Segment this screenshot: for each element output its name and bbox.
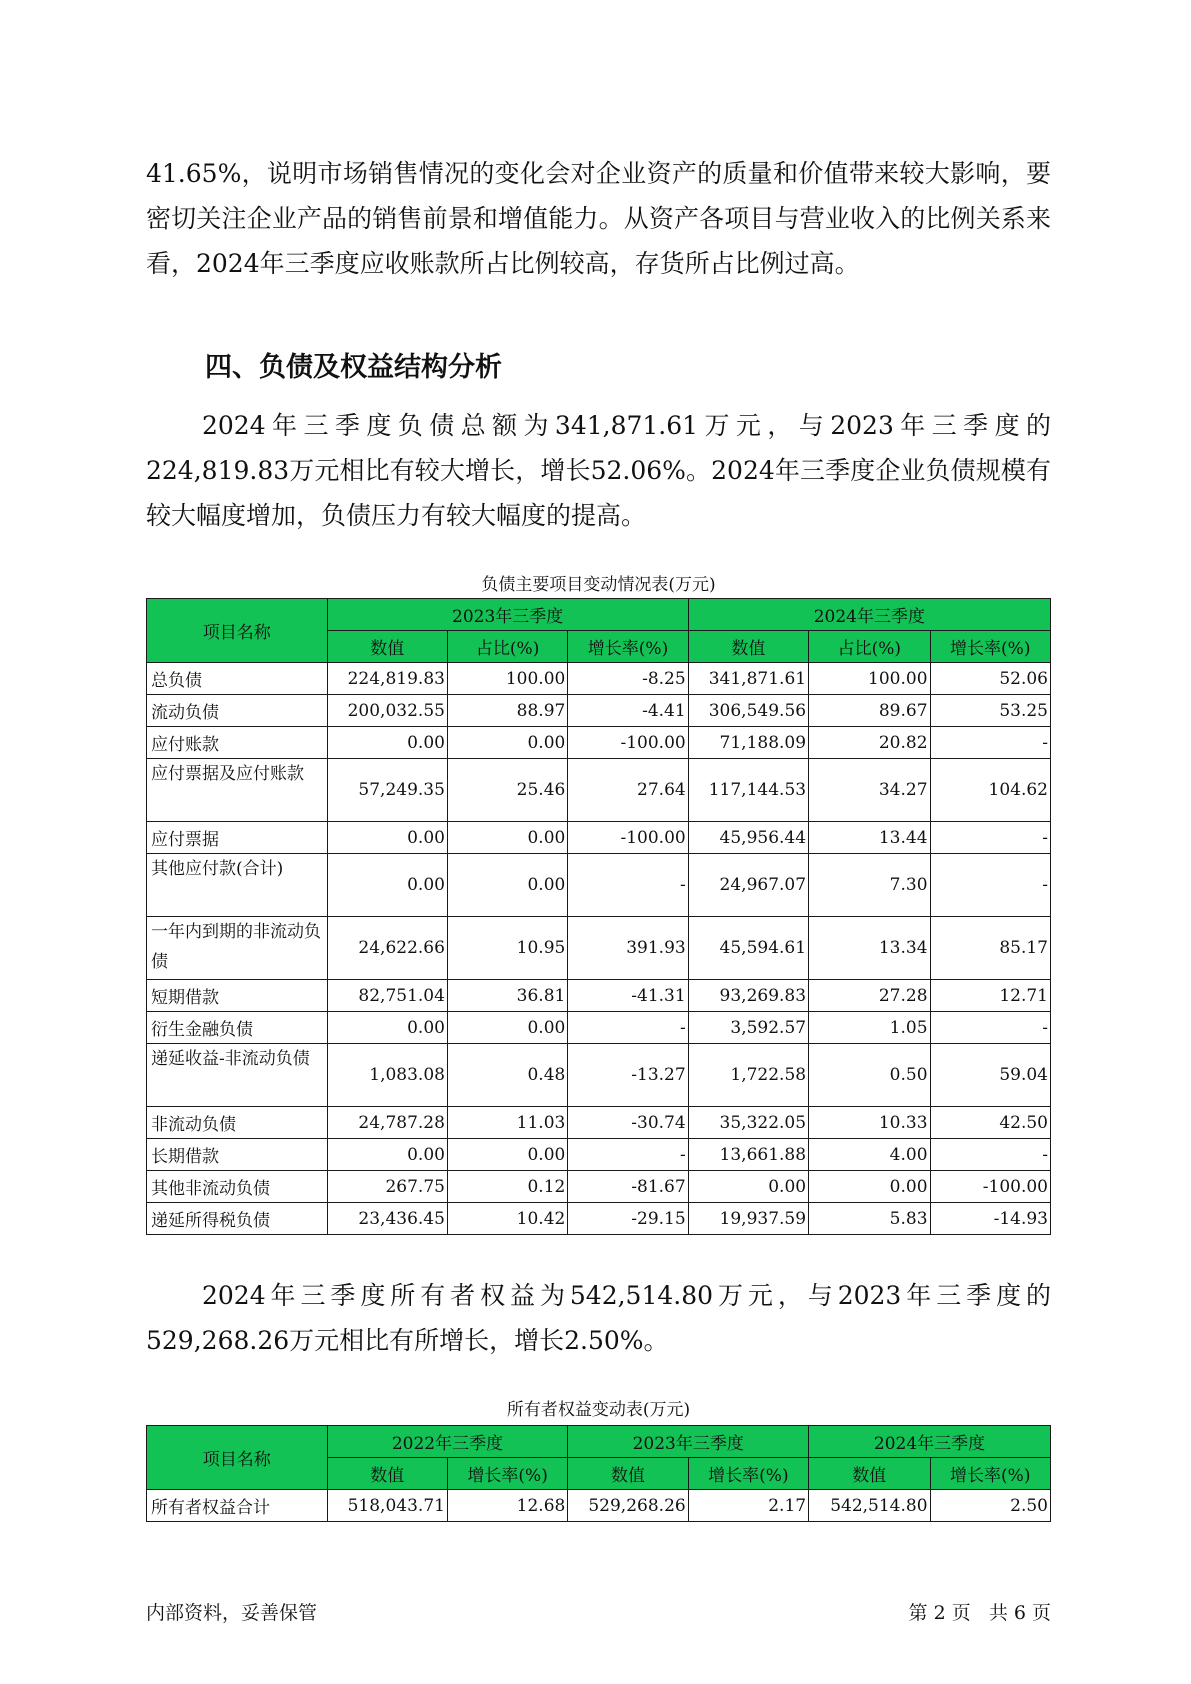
cell-share: 0.00: [447, 822, 567, 854]
paragraph-assets-conclusion: 41.65%，说明市场销售情况的变化会对企业资产的质量和价值带来较大影响，要密切关注企业产品的销售前景和增值能力。从资产各项目与营业收入的比例关系来看，2024年三季度应收账款所占比例较高，存货所占比例过高。: [146, 159, 1051, 278]
row-item-name: 非流动负债: [147, 1107, 328, 1139]
row-item-name: 应付账款: [147, 727, 328, 759]
cell-value: 0.00: [327, 1012, 447, 1044]
cell-share: 25.46: [447, 759, 567, 822]
cell-growth: -: [930, 822, 1050, 854]
cell-value: 267.75: [327, 1171, 447, 1203]
header-period-2024: 2024年三季度: [809, 1426, 1051, 1458]
cell-value: 0.00: [327, 727, 447, 759]
cell-value: 341,871.61: [688, 663, 808, 695]
cell-growth: 2.50: [930, 1490, 1050, 1522]
cell-growth: -14.93: [930, 1203, 1050, 1235]
cell-share: 10.95: [447, 917, 567, 980]
row-item-name: 应付票据及应付账款: [147, 759, 328, 822]
section-heading: 四、负债及权益结构分析: [205, 352, 502, 383]
row-item-name: 其他非流动负债: [147, 1171, 328, 1203]
table-row: [147, 695, 1051, 727]
cell-share: 11.03: [447, 1107, 567, 1139]
cell-value: 24,622.66: [327, 917, 447, 980]
row-item-name: 流动负债: [147, 695, 328, 727]
cell-value: 529,268.26: [568, 1490, 688, 1522]
cell-value: 57,249.35: [327, 759, 447, 822]
cell-value: 45,594.61: [688, 917, 808, 980]
cell-growth: 2.17: [688, 1490, 808, 1522]
table-row: [147, 1012, 1051, 1044]
cell-share: 0.00: [447, 1012, 567, 1044]
row-item-name: 一年内到期的非流动负债: [147, 917, 328, 980]
cell-value: 306,549.56: [688, 695, 808, 727]
cell-growth: -4.41: [568, 695, 688, 727]
table-row: [147, 663, 1051, 695]
header-period-2023: 2023年三季度: [327, 599, 688, 631]
table-row: [147, 759, 1051, 822]
row-item-name: 短期借款: [147, 980, 328, 1012]
cell-share: 0.00: [447, 727, 567, 759]
cell-growth: 52.06: [930, 663, 1050, 695]
cell-share: 1.05: [809, 1012, 930, 1044]
table-row: [147, 854, 1051, 917]
cell-growth: 85.17: [930, 917, 1050, 980]
subheader-growth: 增长率(%): [930, 1458, 1050, 1490]
liabilities-table: [146, 598, 1051, 1235]
cell-value: 117,144.53: [688, 759, 808, 822]
cell-value: 23,436.45: [327, 1203, 447, 1235]
cell-value: 0.00: [327, 1139, 447, 1171]
row-item-name: 总负债: [147, 663, 328, 695]
cell-growth: -: [930, 854, 1050, 917]
cell-growth: -100.00: [568, 727, 688, 759]
subheader-growth: 增长率(%): [568, 631, 688, 663]
cell-growth: -100.00: [568, 822, 688, 854]
table-caption-equity: 所有者权益变动表(万元): [506, 1400, 691, 1420]
cell-share: 0.00: [447, 1139, 567, 1171]
cell-value: 518,043.71: [327, 1490, 447, 1522]
paragraph-liabilities-summary: 2024年三季度负债总额为341,871.61万元，与2023年三季度的224,819.83万元相比有较大增长，增长52.06%。2024年三季度企业负债规模有较大幅度增加，负债压力有较大幅度的提高。: [146, 411, 1051, 530]
cell-growth: -41.31: [568, 980, 688, 1012]
row-item-name: 衍生金融负债: [147, 1012, 328, 1044]
cell-share: 7.30: [809, 854, 930, 917]
cell-share: 20.82: [809, 727, 930, 759]
cell-value: 19,937.59: [688, 1203, 808, 1235]
header-item-name: 项目名称: [147, 599, 328, 663]
cell-value: 93,269.83: [688, 980, 808, 1012]
cell-growth: -100.00: [930, 1171, 1050, 1203]
table-row: [147, 1044, 1051, 1107]
subheader-value: 数值: [327, 1458, 447, 1490]
table-row: [147, 822, 1051, 854]
cell-share: 0.00: [809, 1171, 930, 1203]
row-item-name: 递延所得税负债: [147, 1203, 328, 1235]
paragraph-equity-summary: 2024年三季度所有者权益为542,514.80万元，与2023年三季度的529,268.26万元相比有所增长，增长2.50%。: [146, 1281, 1051, 1355]
cell-share: 0.50: [809, 1044, 930, 1107]
cell-share: 89.67: [809, 695, 930, 727]
subheader-value: 数值: [809, 1458, 930, 1490]
cell-growth: -: [568, 1139, 688, 1171]
subheader-value: 数值: [327, 631, 447, 663]
table-caption-liabilities: 负债主要项目变动情况表(万元): [481, 575, 716, 595]
cell-growth: -13.27: [568, 1044, 688, 1107]
subheader-growth: 增长率(%): [688, 1458, 808, 1490]
footer-page-number: 第 2 页 共 6 页: [908, 1602, 1051, 1624]
cell-value: 200,032.55: [327, 695, 447, 727]
cell-growth: 391.93: [568, 917, 688, 980]
cell-value: 13,661.88: [688, 1139, 808, 1171]
subheader-value: 数值: [568, 1458, 688, 1490]
cell-growth: 53.25: [930, 695, 1050, 727]
cell-value: 1,083.08: [327, 1044, 447, 1107]
cell-value: 224,819.83: [327, 663, 447, 695]
table-row: [147, 1107, 1051, 1139]
subheader-share: 占比(%): [809, 631, 930, 663]
cell-value: 35,322.05: [688, 1107, 808, 1139]
cell-share: 36.81: [447, 980, 567, 1012]
row-item-name: 长期借款: [147, 1139, 328, 1171]
table-row: [147, 1203, 1051, 1235]
footer-confidential-note: 内部资料，妥善保管: [146, 1602, 318, 1624]
cell-share: 0.48: [447, 1044, 567, 1107]
subheader-value: 数值: [688, 631, 808, 663]
equity-table: [146, 1425, 1051, 1522]
cell-share: 0.12: [447, 1171, 567, 1203]
cell-share: 10.33: [809, 1107, 930, 1139]
row-item-name: 应付票据: [147, 822, 328, 854]
cell-growth: -30.74: [568, 1107, 688, 1139]
cell-share: 27.28: [809, 980, 930, 1012]
cell-share: 4.00: [809, 1139, 930, 1171]
table-row: [147, 727, 1051, 759]
cell-share: 34.27: [809, 759, 930, 822]
cell-share: 88.97: [447, 695, 567, 727]
header-item-name: 项目名称: [147, 1426, 328, 1490]
cell-growth: -: [568, 1012, 688, 1044]
cell-value: 24,787.28: [327, 1107, 447, 1139]
header-period-2024: 2024年三季度: [688, 599, 1050, 631]
cell-share: 10.42: [447, 1203, 567, 1235]
cell-share: 5.83: [809, 1203, 930, 1235]
table-row: [147, 1171, 1051, 1203]
cell-value: 0.00: [688, 1171, 808, 1203]
cell-growth: 12.71: [930, 980, 1050, 1012]
cell-value: 24,967.07: [688, 854, 808, 917]
table-row: [147, 917, 1051, 980]
subheader-growth: 增长率(%): [930, 631, 1050, 663]
row-item-name: 所有者权益合计: [147, 1490, 328, 1522]
header-period-2022: 2022年三季度: [327, 1426, 568, 1458]
cell-growth: -8.25: [568, 663, 688, 695]
cell-share: 0.00: [447, 854, 567, 917]
cell-share: 13.34: [809, 917, 930, 980]
cell-growth: -: [930, 1139, 1050, 1171]
cell-value: 82,751.04: [327, 980, 447, 1012]
cell-value: 542,514.80: [809, 1490, 930, 1522]
cell-growth: 104.62: [930, 759, 1050, 822]
cell-value: 71,188.09: [688, 727, 808, 759]
cell-value: 1,722.58: [688, 1044, 808, 1107]
cell-growth: -: [568, 854, 688, 917]
cell-growth: 12.68: [447, 1490, 567, 1522]
header-period-2023: 2023年三季度: [568, 1426, 809, 1458]
table-row: [147, 980, 1051, 1012]
cell-value: 45,956.44: [688, 822, 808, 854]
cell-share: 13.44: [809, 822, 930, 854]
cell-growth: -: [930, 727, 1050, 759]
cell-growth: 42.50: [930, 1107, 1050, 1139]
cell-growth: -29.15: [568, 1203, 688, 1235]
cell-share: 100.00: [809, 663, 930, 695]
cell-growth: -: [930, 1012, 1050, 1044]
row-item-name: 递延收益-非流动负债: [147, 1044, 328, 1107]
cell-value: 3,592.57: [688, 1012, 808, 1044]
cell-growth: 27.64: [568, 759, 688, 822]
cell-growth: -81.67: [568, 1171, 688, 1203]
table-row: [147, 1139, 1051, 1171]
cell-value: 0.00: [327, 854, 447, 917]
table-row: [147, 1490, 1051, 1522]
cell-growth: 59.04: [930, 1044, 1050, 1107]
subheader-growth: 增长率(%): [447, 1458, 567, 1490]
cell-share: 100.00: [447, 663, 567, 695]
row-item-name: 其他应付款(合计): [147, 854, 328, 917]
subheader-share: 占比(%): [447, 631, 567, 663]
cell-value: 0.00: [327, 822, 447, 854]
